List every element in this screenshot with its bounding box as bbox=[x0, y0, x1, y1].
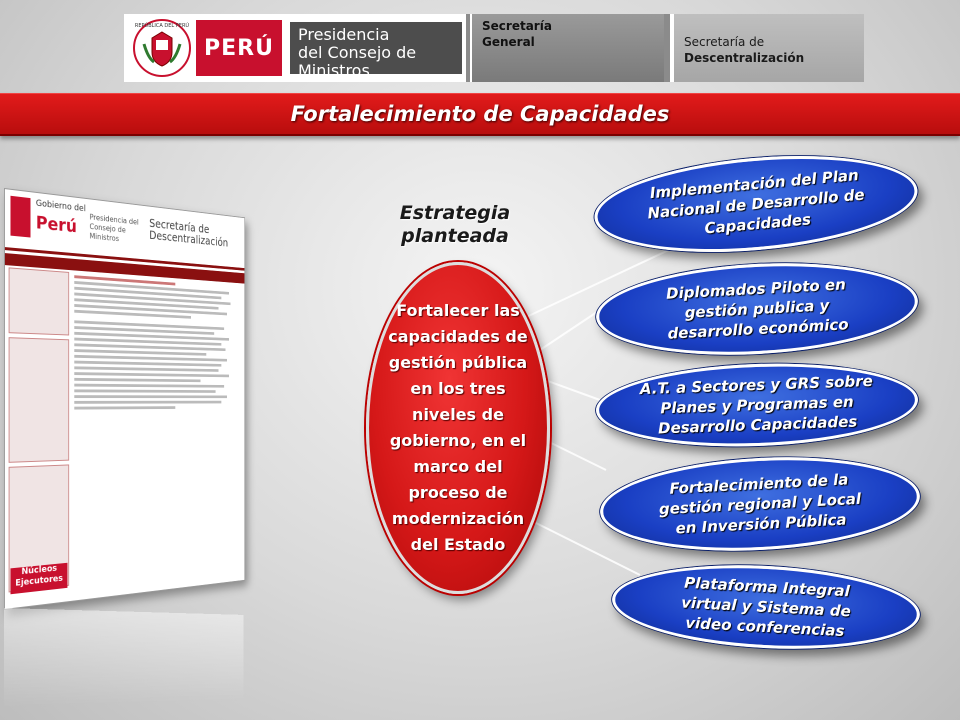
tab2-line-1: Secretaría de bbox=[684, 35, 765, 49]
initiative-text: Diplomados Piloto en gestión publica y desarrollo económico bbox=[665, 275, 849, 343]
initiative-text: Plataforma Integral virtual y Sistema de video conferencias bbox=[680, 573, 852, 641]
tab1-line-1: Secretaría bbox=[482, 19, 552, 33]
initiative-text: Fortalecimiento de la gestión regional y Local en Inversión Pública bbox=[658, 470, 862, 538]
strategy-line-2: planteada bbox=[401, 225, 509, 247]
strategy-line-1: Estrategia bbox=[399, 202, 511, 224]
initiative-text: A.T. a Sectores y GRS sobre Planes y Programas en Desarrollo Capacidades bbox=[639, 371, 874, 438]
thumbnail-nucleos-banner: Núcleos Ejecutores bbox=[10, 563, 67, 594]
strategy-label bbox=[380, 202, 530, 248]
tab1-line-2: General bbox=[482, 35, 535, 49]
central-objective-text: Fortalecer las capacidades de gestión pública en los tres niveles de gobierno, en el marco del proceso de modernización del Estado bbox=[388, 301, 528, 554]
thumbnail-gobierno: Gobierno del bbox=[35, 198, 86, 215]
connector-line-2 bbox=[540, 310, 600, 350]
shield-label: REPÚBLICA DEL PERÚ bbox=[134, 23, 190, 29]
connector-line-4 bbox=[545, 440, 606, 470]
tab2-line-2: Descentralización bbox=[684, 51, 805, 65]
initiative-text: Implementación del Plan Nacional de Desarrollo de Capacidades bbox=[646, 165, 866, 238]
thumbnail-secretaria: Secretaría de Descentralización bbox=[149, 216, 229, 250]
central-objective-oval bbox=[366, 262, 550, 594]
org-line-2: del Consejo de Ministros bbox=[298, 43, 417, 80]
connector-line-3 bbox=[545, 380, 600, 400]
thumbnail-presidencia: Presidencia del Consejo de Ministros bbox=[89, 212, 139, 244]
page-title: Fortalecimiento de Capacidades bbox=[290, 102, 670, 126]
country-label: PERÚ bbox=[196, 20, 282, 76]
org-line-1: Presidencia bbox=[298, 25, 390, 44]
thumbnail-peru: Perú bbox=[35, 212, 77, 238]
